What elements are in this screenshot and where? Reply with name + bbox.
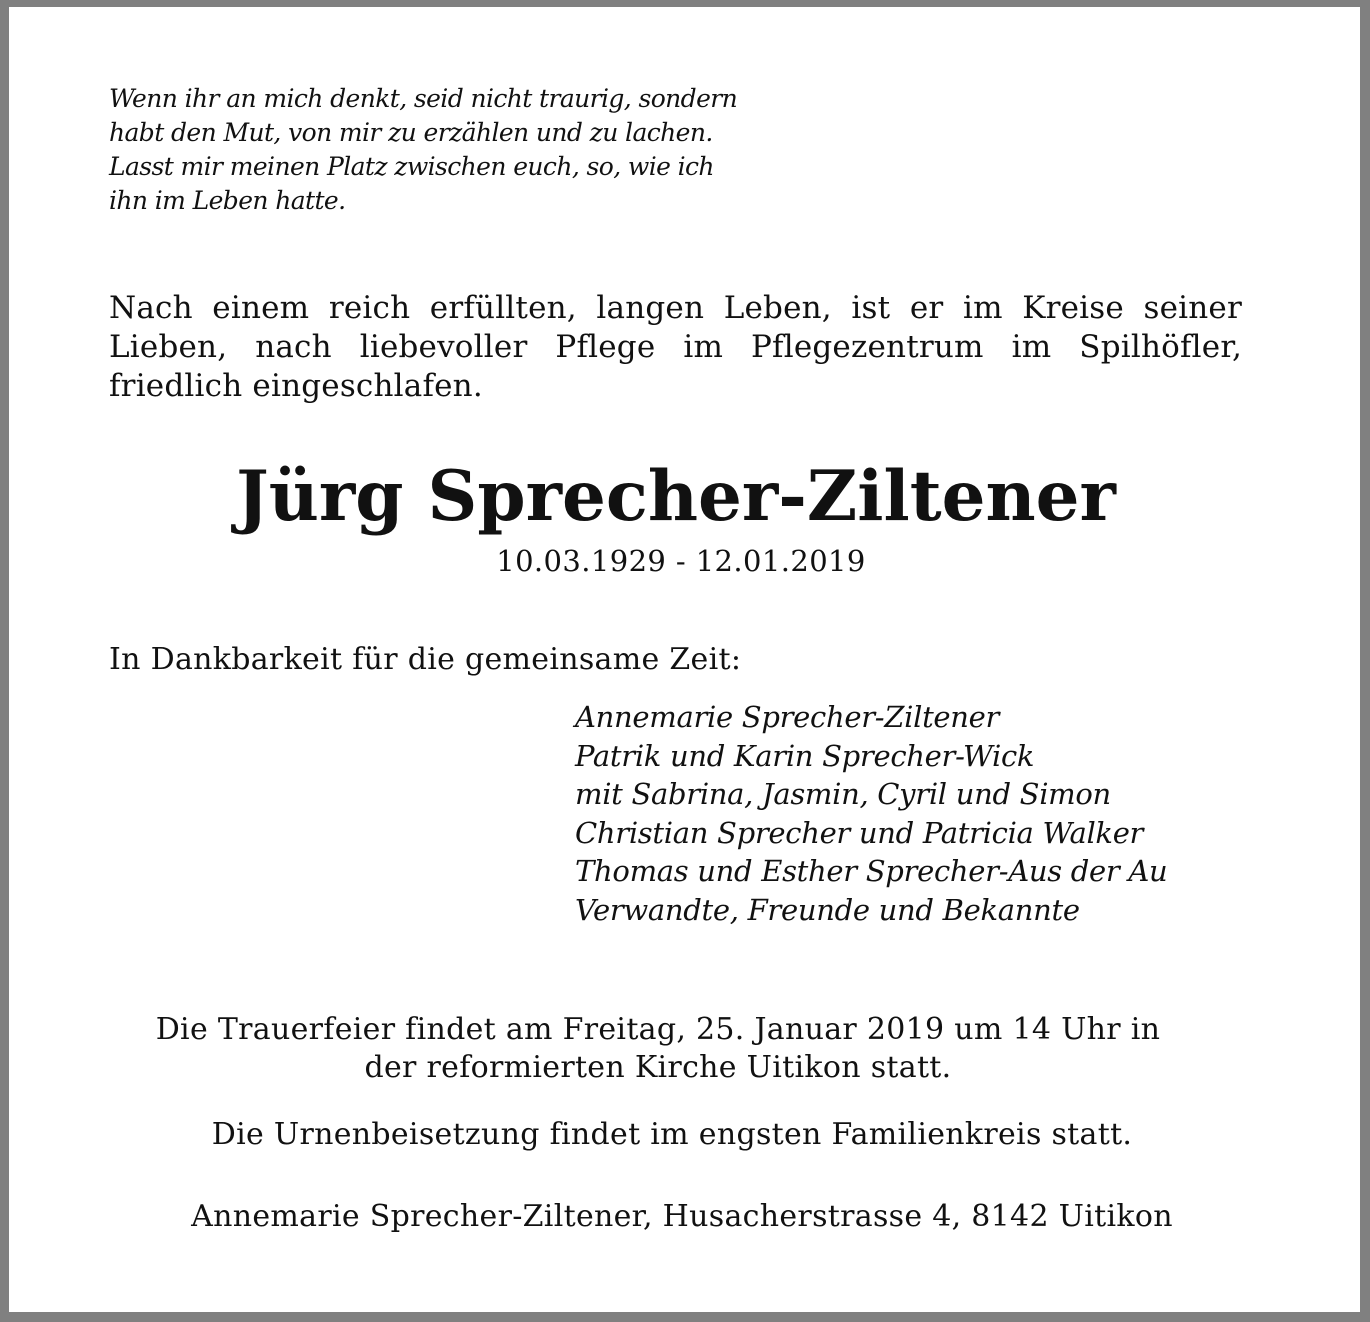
family-member: Verwandte, Freunde und Bekannte xyxy=(575,892,1080,927)
family-list xyxy=(575,698,1167,930)
ceremony-line: der reformierten Kirche Uitikon statt. xyxy=(364,1050,952,1085)
family-member: Thomas und Esther Sprecher-Aus der Au xyxy=(575,854,1168,889)
thanks-heading: In Dankbarkeit für die gemeinsame Zeit: xyxy=(109,642,742,677)
intro-text xyxy=(109,289,1242,406)
poem-line: Lasst mir meinen Platz zwischen euch, so, wie ich xyxy=(109,152,714,181)
family-member: Patrik und Karin Sprecher-Wick xyxy=(575,738,1035,773)
deceased-name: Jürg Sprecher-Ziltener xyxy=(236,456,1116,537)
poem-line: habt den Mut, von mir zu erzählen und zu lachen. xyxy=(109,118,713,147)
ceremony-info xyxy=(0,1011,1316,1087)
contact-address: Annemarie Sprecher-Ziltener, Husacherstrasse 4, 8142 Uitikon xyxy=(191,1199,1173,1234)
intro-line: Nach einem reich erfüllten, langen Leben, ist er im Kreise seiner xyxy=(109,290,1242,326)
family-member: Christian Sprecher und Patricia Walker xyxy=(575,815,1144,850)
intro-line: Lieben, nach liebevoller Pflege im Pflegezentrum im Spilhöfler, xyxy=(109,329,1242,365)
family-member: Annemarie Sprecher-Ziltener xyxy=(575,700,1000,734)
poem-line: Wenn ihr an mich denkt, seid nicht traurig, sondern xyxy=(109,84,738,113)
family-member: mit Sabrina, Jasmin, Cyril und Simon xyxy=(575,777,1111,812)
ceremony-line: Die Trauerfeier findet am Freitag, 25. Januar 2019 um 14 Uhr in xyxy=(155,1012,1161,1047)
life-dates: 10.03.1929 - 12.01.2019 xyxy=(496,544,866,578)
intro-line: friedlich eingeschlafen. xyxy=(109,368,483,404)
poem xyxy=(109,82,869,218)
urn-info: Die Urnenbeisetzung findet im engsten Familienkreis statt. xyxy=(211,1117,1133,1152)
poem-line: ihn im Leben hatte. xyxy=(109,186,346,215)
